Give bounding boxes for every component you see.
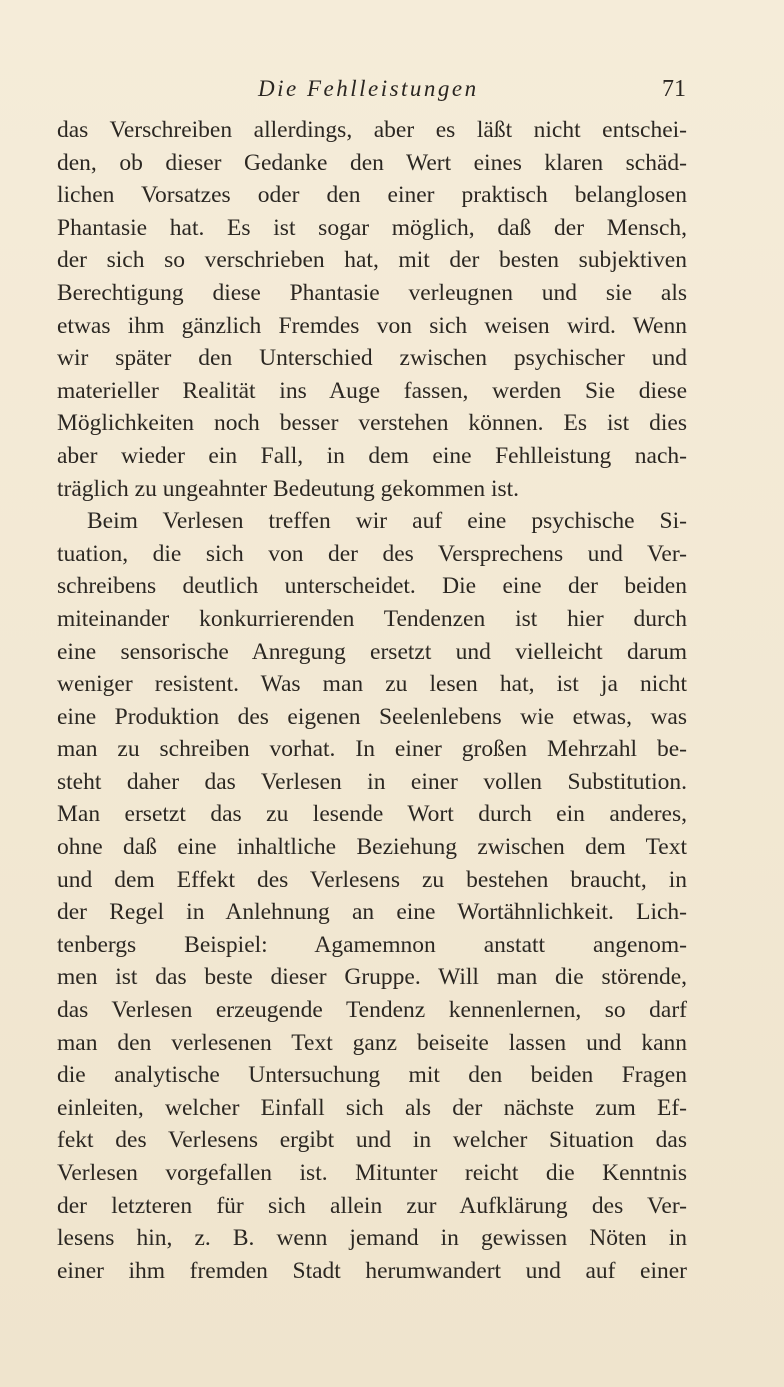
- text-line: und dem Effekt des Verlesens zu bestehen braucht, in: [57, 866, 687, 893]
- text-line: das Verlesen erzeugende Tendenz kennenlernen, so darf: [57, 997, 687, 1024]
- text-line: einleiten, welcher Einfall sich als der nächste zum Ef-: [57, 1094, 687, 1121]
- text-line: eine Produktion des eigenen Seelenlebens wie etwas, was: [57, 703, 687, 730]
- text-line: der sich so verschrieben hat, mit der besten subjektiven: [57, 247, 687, 274]
- paragraph-2: [57, 505, 687, 1287]
- text-line: weniger resistent. Was man zu lesen hat, ist ja nicht: [57, 671, 687, 698]
- text-line: die analytische Untersuchung mit den beiden Fragen: [57, 1062, 687, 1089]
- text-line: fekt des Verlesens ergibt und in welcher Situation das: [57, 1127, 687, 1154]
- text-line: der letzteren für sich allein zur Aufklärung des Ver-: [57, 1192, 687, 1219]
- text-line: Berechtigung diese Phantasie verleugnen und sie als: [57, 279, 687, 306]
- text-line: Möglichkeiten noch besser verstehen können. Es ist dies: [57, 410, 687, 437]
- text-line: Man ersetzt das zu lesende Wort durch ein anderes,: [57, 801, 687, 828]
- text-line: lichen Vorsatzes oder den einer praktisch belanglosen: [57, 182, 687, 209]
- text-line: eine sensorische Anregung ersetzt und vielleicht darum: [57, 638, 687, 665]
- text-line: tuation, die sich von der des Versprechens und Ver-: [57, 540, 687, 567]
- text-line: lesens hin, z. B. wenn jemand in gewissen Nöten in: [57, 1225, 687, 1252]
- text-line: den, ob dieser Gedanke den Wert eines klaren schäd-: [57, 149, 687, 176]
- text-line: wir später den Unterschied zwischen psychischer und: [57, 345, 687, 372]
- text-line: der Regel in Anlehnung an eine Wortähnlichkeit. Lich-: [57, 899, 687, 926]
- text-line: Verlesen vorgefallen ist. Mitunter reicht die Kenntnis: [57, 1160, 687, 1186]
- running-title: Die Fehlleistungen: [258, 76, 479, 101]
- text-line: träglich zu ungeahnter Bedeutung gekommen ist.: [57, 475, 520, 502]
- text-line: schreibens deutlich unterscheidet. Die eine der beiden: [57, 573, 687, 600]
- text-line: Phantasie hat. Es ist sogar möglich, daß der Mensch,: [57, 214, 687, 241]
- text-line: man zu schreiben vorhat. In einer großen Mehrzahl be-: [57, 736, 687, 763]
- page-number: 71: [662, 76, 686, 102]
- text-line: man den verlesenen Text ganz beiseite lassen und kann: [57, 1029, 687, 1056]
- text-line: einer ihm fremden Stadt herumwandert und auf einer: [57, 1257, 687, 1284]
- text-line: miteinander konkurrierenden Tendenzen ist hier durch: [57, 605, 687, 632]
- text-line: aber wieder ein Fall, in dem eine Fehlleistung nach-: [57, 442, 687, 469]
- text-line: tenbergs Beispiel: Agamemnon anstatt angenom-: [57, 931, 687, 958]
- text-line: Beim Verlesen treffen wir auf eine psychische Si-: [87, 508, 687, 535]
- text-line: ohne daß eine inhaltliche Beziehung zwischen dem Text: [57, 834, 687, 861]
- text-line: steht daher das Verlesen in einer vollen Substitution.: [57, 768, 687, 795]
- text-line: materieller Realität ins Auge fassen, werden Sie diese: [57, 377, 687, 404]
- paragraph-1: [57, 114, 687, 505]
- body-text: [57, 114, 687, 1287]
- text-line: das Verschreiben allerdings, aber es läßt nicht entschei-: [57, 117, 687, 143]
- running-head: [0, 74, 784, 106]
- text-line: men ist das beste dieser Gruppe. Will man die störende,: [57, 964, 687, 991]
- text-line: etwas ihm gänzlich Fremdes von sich weisen wird. Wenn: [57, 312, 687, 339]
